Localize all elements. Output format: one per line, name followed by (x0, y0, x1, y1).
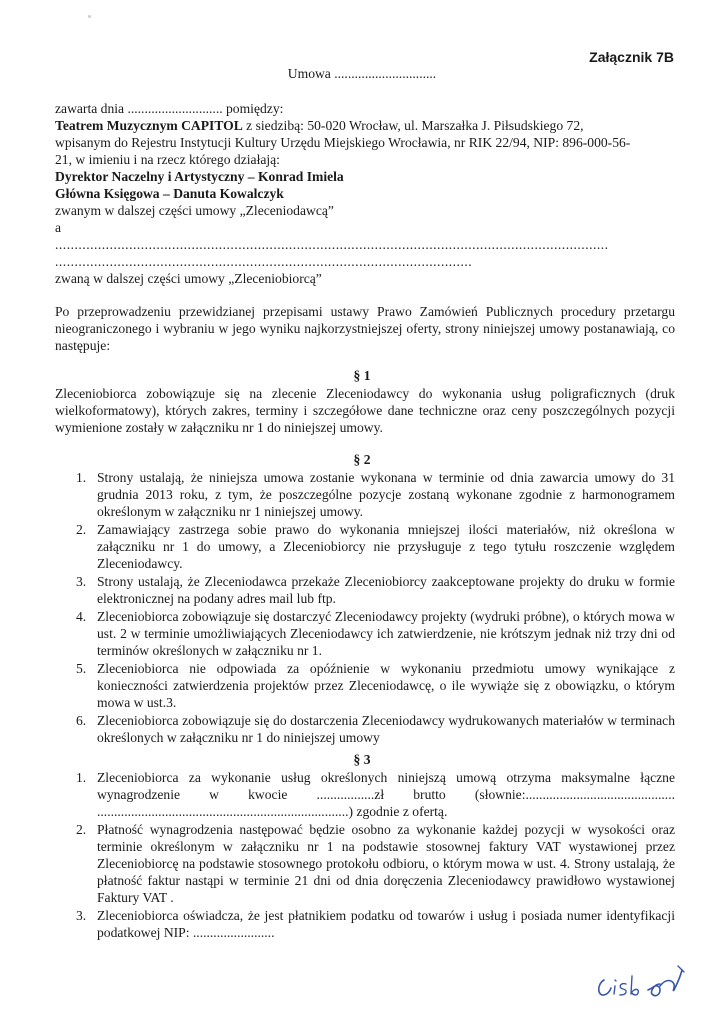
list-number: 4. (76, 609, 87, 624)
list-item-text: Zleceniobiorca za wykonanie usług określonych niniejszą umową otrzyma maksymalne łączne wynagrodzenie w kwocie .................zł brutto (słownie:............................................ ..........................................................................) zgodnie z ofertą. (97, 770, 675, 819)
list-item-text: Zamawiający zastrzega sobie prawo do wykonania mniejszej ilości materiałów, niż określona w załączniku nr 1 do umowy, a Zleceniobiorcy nie przysługuje z tego tytułu roszczenie względem Zleceniodawcy. (97, 522, 675, 571)
section-2-item-2 (55, 521, 675, 572)
contract-date-line: zawarta dnia ............................ pomiędzy: (55, 101, 284, 116)
principal-definition-line: zwanym w dalszej części umowy „Zleceniodawcą” (55, 203, 334, 218)
list-item-text: Zleceniobiorca oświadcza, że jest płatnikiem podatku od towarów i usług i posiada numer identyfikacji podatkowej NIP: ........................ (97, 908, 675, 940)
list-number: 3. (76, 574, 87, 589)
list-number: 1. (76, 470, 87, 485)
section-2-list (55, 469, 675, 747)
director-line: Dyrektor Naczelny i Artystyczny – Konrad Imiela (55, 169, 344, 184)
handwritten-initials (592, 964, 702, 1017)
accountant-line: Główna Księgowa – Danuta Kowalczyk (55, 186, 284, 201)
theatre-address: z siedzibą: 50-020 Wrocław, ul. Marszałka J. Piłsudskiego 72, (242, 118, 584, 133)
section-3-list (55, 769, 675, 942)
section-2-item-3 (55, 573, 675, 607)
signature-drawing (592, 964, 702, 1012)
section-3-item-3 (55, 907, 675, 941)
list-item-text: Strony ustalają, że Zleceniodawca przekaże Zleceniobiorcy zaakceptowane projekty do druku w formie elektronicznej na podany adres mail lub ftp. (97, 574, 675, 606)
conjunction-line: a (55, 220, 62, 235)
party-registry-line: wpisanym do Rejestru Instytucji Kultury Urzędu Miejskiego Wrocławia, nr RIK 22/94, NIP: 896-000-56- (55, 135, 631, 150)
list-number: 2. (76, 522, 87, 537)
contract-title: Umowa .............................. (287, 66, 437, 81)
contractor-definition-line: zwaną w dalszej części umowy „Zleceniobiorcą” (55, 271, 322, 286)
list-item-text: Zleceniobiorca zobowiązuje się dostarczyć Zleceniodawcy projekty (wydruki próbne), o których mowa w ust. 2 w terminie umożliwiających Zleceniodawcy ich zatwierdzenie, nie krótszym jednak niż trzy dni od terminów określonych w załączniku nr 1. (97, 609, 675, 658)
section-1-heading: § 1 (353, 368, 371, 383)
contractor-blank-line-1: .............................................................................................................................................. (55, 237, 609, 252)
party-theatre-line (55, 117, 584, 134)
section-3-item-1 (55, 769, 675, 820)
section-2-item-5 (55, 660, 675, 711)
section-1-text: Zleceniobiorca zobowiązuje się na zlecenie Zleceniodawcy do wykonania usług poligraficznych (druk wielkoformatowy), których zakres, terminy i szczegółowe dane techniczne oraz ceny poszczególnych pozycji wymienione zostały w załączniku nr 1 do niniejszej umowy. (55, 386, 675, 435)
list-item-text: Zleceniobiorca nie odpowiada za opóźnienie w wykonaniu przedmiotu umowy wynikające z konieczności zatwierdzenia projektów przez Zleceniodawcę, o ile wywiąże się z obowiązku, o którym mowa w ust.3. (97, 661, 675, 710)
list-item-text: Płatność wynagrodzenia następować będzie osobno za wykonanie każdej pozycji w wysokości oraz terminie określonym w załączniku nr 1 na podstawie stosownej faktury VAT wystawionej przez Zleceniobiorcę na podstawie stosownego protokołu odbioru, o którym mowa w ust. 4. Strony ustalają, że płatność faktur nastąpi w terminie 21 dni od dnia doręczenia Zleceniodawcy prawidłowo wystawionej Faktury VAT . (97, 822, 675, 905)
annex-label: Załącznik 7B (589, 49, 674, 65)
section-2-item-4 (55, 608, 675, 659)
list-number: 5. (76, 661, 87, 676)
section-3-heading: § 3 (353, 752, 371, 767)
scan-speck (88, 15, 91, 18)
section-2-item-1 (55, 469, 675, 520)
section-3-item-2 (55, 821, 675, 906)
list-number: 2. (76, 822, 87, 837)
list-item-text: Zleceniobiorca zobowiązuje się do dostarczenia Zleceniodawcy wydrukowanych materiałów w terminach określonych w załączniku nr 1 do niniejszej umowy (97, 713, 675, 745)
list-item-text: Strony ustalają, że niniejsza umowa zostanie wykonana w terminie od dnia zawarcia umowy do 31 grudnia 2013 roku, z tym, że poszczególne pozycje zostaną wykonane zgodnie z harmonogramem określonym w załączniku nr 1 niniejszej umowy. (97, 470, 675, 519)
intro-paragraph: Po przeprowadzeniu przewidzianej przepisami ustawy Prawo Zamówień Publicznych procedury przetargu nieograniczonego i wybraniu w jego wyniku najkorzystniejszej oferty, strony niniejszej umowy postanawiają, co następuje: (55, 304, 675, 353)
section-2-heading: § 2 (353, 452, 371, 467)
theatre-name: Teatrem Muzycznym CAPITOL (55, 118, 243, 133)
contractor-blank-line-2: ........................................................................................................... (55, 254, 473, 269)
section-2-item-6 (55, 712, 675, 746)
party-representation-line: 21, w imieniu i na rzecz którego działają: (55, 152, 280, 167)
list-number: 1. (76, 770, 87, 785)
list-number: 3. (76, 908, 87, 923)
list-number: 6. (76, 713, 87, 728)
